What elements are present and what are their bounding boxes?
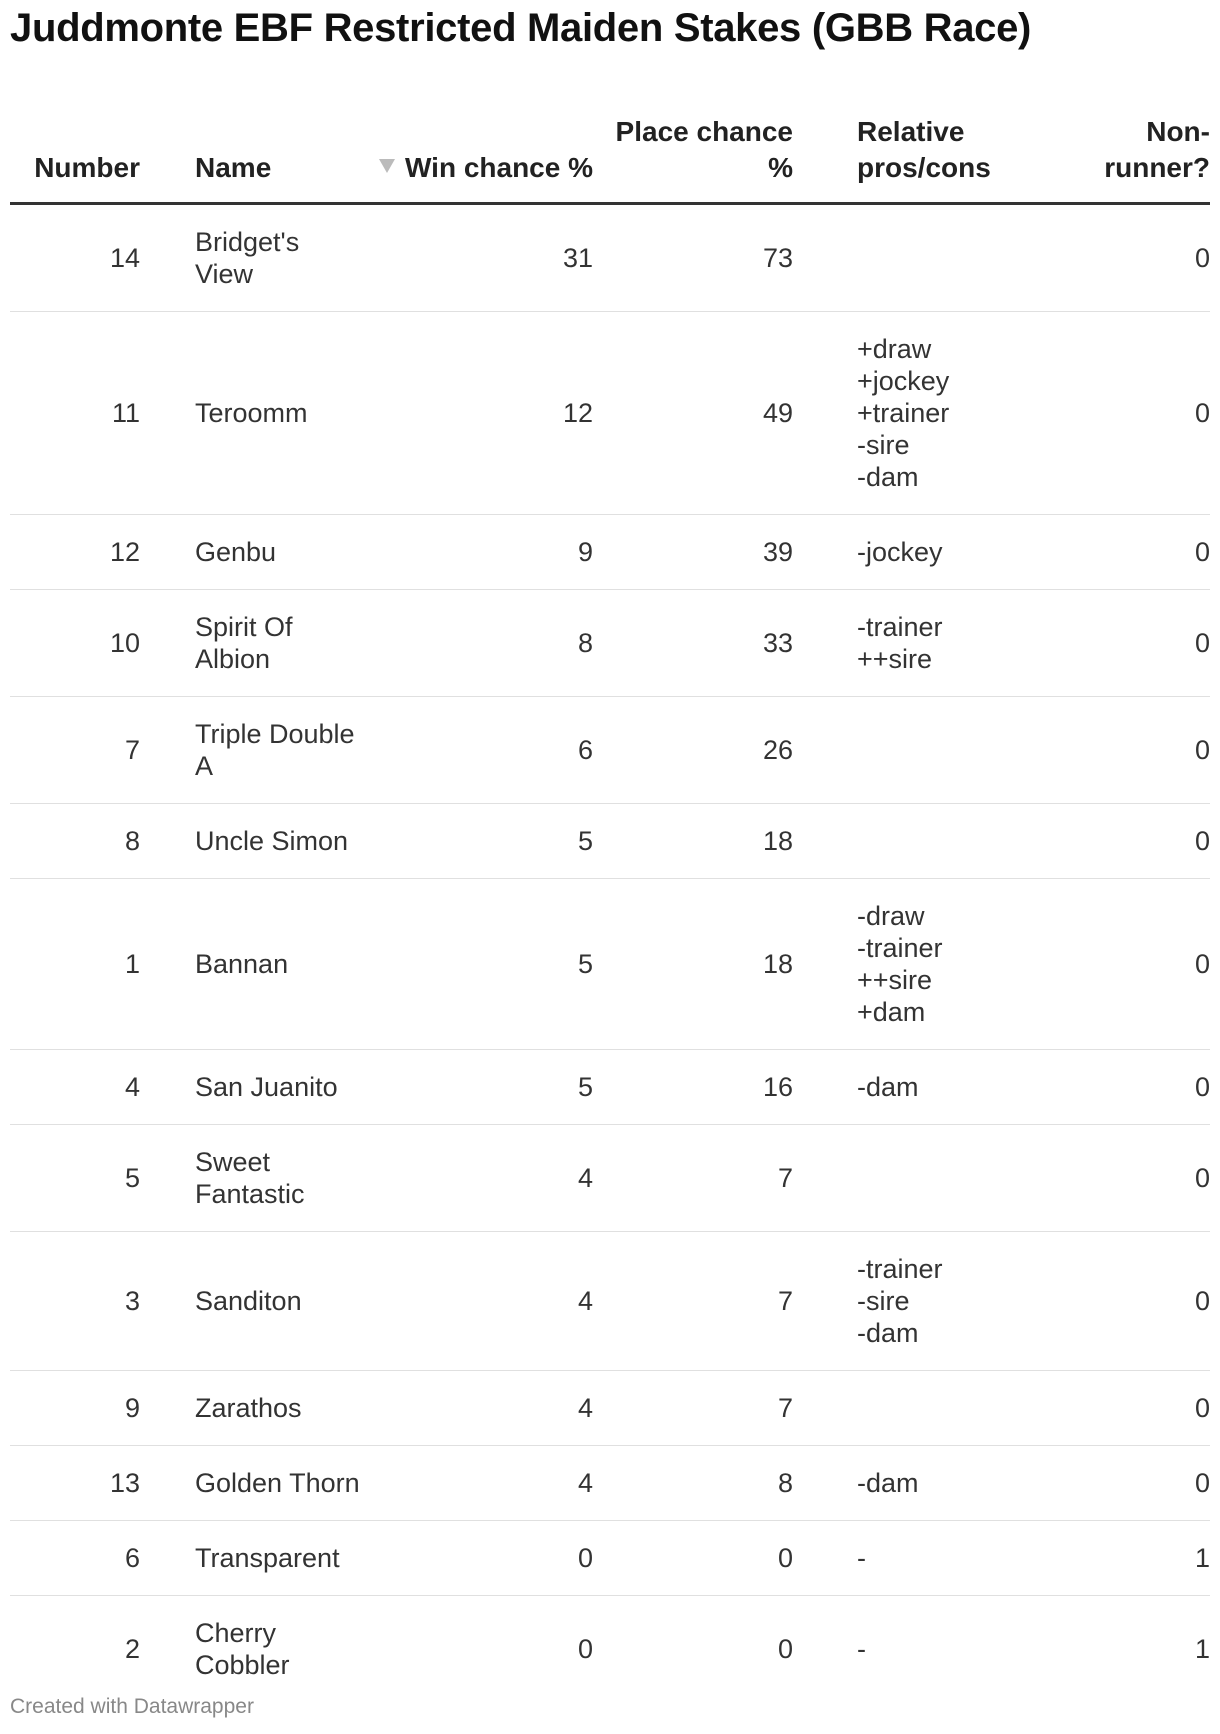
cell-number: 13 (10, 1446, 140, 1521)
cell-non-runner: 0 (1053, 312, 1210, 515)
cell-place-chance: 33 (593, 590, 793, 697)
cell-number: 3 (10, 1232, 140, 1371)
pros-cons-item: -trainer (857, 612, 943, 642)
table-row (10, 1596, 1210, 1703)
table-row (10, 515, 1210, 590)
cell-pros-cons (793, 879, 1053, 1050)
cell-win-chance: 31 (360, 204, 593, 312)
cell-place-chance: 8 (593, 1446, 793, 1521)
cell-place-chance: 7 (593, 1232, 793, 1371)
cell-place-chance: 7 (593, 1371, 793, 1446)
cell-win-chance: 5 (360, 804, 593, 879)
cell-name: Sanditon (140, 1232, 360, 1371)
table-row (10, 312, 1210, 515)
pros-cons-item: -sire (857, 1286, 910, 1316)
cell-place-chance: 18 (593, 804, 793, 879)
pros-cons-item: -trainer (857, 933, 943, 963)
pros-cons-item: -dam (857, 1072, 919, 1102)
table-row (10, 1125, 1210, 1232)
pros-cons-item: ++sire (857, 965, 933, 995)
table-row (10, 804, 1210, 879)
cell-win-chance: 4 (360, 1125, 593, 1232)
column-header-number[interactable] (10, 108, 140, 204)
column-header-label: Win chance % (404, 152, 593, 183)
pros-cons-item: -dam (857, 1468, 919, 1498)
cell-non-runner: 0 (1053, 515, 1210, 590)
cell-win-chance: 5 (360, 879, 593, 1050)
cell-win-chance: 6 (360, 697, 593, 804)
cell-win-chance: 0 (360, 1521, 593, 1596)
cell-non-runner: 1 (1194, 1634, 1210, 1664)
cell-place-chance: 18 (593, 879, 793, 1050)
cell-name: Bridget's View (140, 204, 360, 312)
cell-number: 14 (10, 204, 140, 312)
pros-cons-item: ++sire (857, 644, 933, 674)
cell-win-chance: 9 (360, 515, 593, 590)
cell-pros-cons (793, 1446, 1053, 1521)
cell-number: 9 (10, 1371, 140, 1446)
pros-cons-item: +trainer (857, 398, 950, 428)
pros-cons-item: +jockey (857, 366, 950, 396)
column-header-label: Number (34, 152, 140, 183)
column-header-non-runner[interactable] (1053, 108, 1210, 204)
chart-title: Juddmonte EBF Restricted Maiden Stakes (GBB Race) (10, 6, 1032, 50)
table-row (10, 1371, 1210, 1446)
cell-non-runner: 0 (1053, 1125, 1210, 1232)
cell-name: Teroomm (140, 312, 360, 515)
pros-cons-item: -jockey (857, 537, 943, 567)
cell-pros-cons (793, 1521, 1053, 1596)
cell-pros-cons (793, 1232, 1053, 1371)
table-row (10, 1521, 1210, 1596)
pros-cons-item: +dam (857, 997, 926, 1027)
column-header-win-chance[interactable] (360, 108, 593, 204)
cell-win-chance: 4 (360, 1371, 593, 1446)
cell-name: San Juanito (140, 1050, 360, 1125)
cell-pros-cons (793, 1050, 1053, 1125)
pros-cons-item: - (857, 1634, 866, 1664)
cell-place-chance: 0 (777, 1634, 793, 1664)
cell-name: Bannan (140, 879, 360, 1050)
cell-non-runner: 0 (1053, 1371, 1210, 1446)
cell-non-runner: 0 (1053, 1050, 1210, 1125)
cell-number: 12 (10, 515, 140, 590)
column-header-label: Non-runner? (1104, 116, 1210, 183)
cell-pros-cons (793, 697, 1053, 804)
cell-place-chance: 26 (593, 697, 793, 804)
cell-pros-cons (793, 804, 1053, 879)
cell-number: 1 (10, 879, 140, 1050)
pros-cons-item: -sire (857, 430, 910, 460)
table-row (10, 1232, 1210, 1371)
cell-place-chance: 16 (593, 1050, 793, 1125)
cell-place-chance: 0 (593, 1521, 793, 1596)
cell-number: 4 (10, 1050, 140, 1125)
cell-place-chance: 39 (593, 515, 793, 590)
column-header-name[interactable] (140, 108, 360, 204)
table-body (10, 204, 1210, 1703)
cell-non-runner: 0 (1053, 1232, 1210, 1371)
cell-name: Cherry Cobbler (195, 1618, 290, 1680)
cell-win-chance: 4 (360, 1446, 593, 1521)
pros-cons-item: -trainer (857, 1254, 943, 1284)
cell-non-runner: 0 (1053, 204, 1210, 312)
cell-non-runner: 0 (1053, 1446, 1210, 1521)
cell-name: Sweet Fantastic (140, 1125, 360, 1232)
cell-place-chance: 7 (593, 1125, 793, 1232)
cell-name: Spirit Of Albion (140, 590, 360, 697)
cell-number: 5 (10, 1125, 140, 1232)
cell-non-runner: 0 (1053, 590, 1210, 697)
cell-pros-cons (793, 1596, 1053, 1703)
column-header-label: Relative pros/cons (857, 116, 991, 183)
cell-place-chance: 49 (593, 312, 793, 515)
pros-cons-item: -dam (857, 462, 919, 492)
column-header-place-chance[interactable] (593, 108, 793, 204)
cell-non-runner: 0 (1053, 697, 1210, 804)
cell-non-runner: 1 (1053, 1521, 1210, 1596)
cell-number: 8 (10, 804, 140, 879)
cell-pros-cons (793, 1125, 1053, 1232)
table-row (10, 590, 1210, 697)
cell-non-runner: 0 (1053, 879, 1210, 1050)
cell-number: 7 (10, 697, 140, 804)
cell-win-chance: 8 (360, 590, 593, 697)
cell-name: Triple Double A (140, 697, 360, 804)
cell-number: 10 (10, 590, 140, 697)
table-row (10, 204, 1210, 312)
table-row (10, 1050, 1210, 1125)
cell-pros-cons (793, 515, 1053, 590)
cell-name: Genbu (140, 515, 360, 590)
cell-number: 6 (10, 1521, 140, 1596)
pros-cons-item: -draw (857, 901, 925, 931)
table-row (10, 1446, 1210, 1521)
attribution-footer[interactable]: Created with Datawrapper (10, 1695, 254, 1718)
table-header-row (10, 108, 1210, 204)
column-header-pros-cons[interactable] (793, 108, 1053, 204)
sort-descending-icon (379, 159, 395, 173)
table-row (10, 697, 1210, 804)
column-header-label: Place chance % (615, 116, 793, 183)
cell-place-chance: 73 (593, 204, 793, 312)
pros-cons-item: - (857, 1543, 866, 1573)
cell-win-chance: 5 (360, 1050, 593, 1125)
cell-name: Zarathos (140, 1371, 360, 1446)
cell-pros-cons (793, 204, 1053, 312)
table-row (10, 879, 1210, 1050)
cell-win-chance: 0 (577, 1634, 593, 1664)
cell-pros-cons (793, 312, 1053, 515)
cell-name: Transparent (140, 1521, 360, 1596)
cell-name: Uncle Simon (140, 804, 360, 879)
cell-non-runner: 0 (1053, 804, 1210, 879)
cell-win-chance: 12 (360, 312, 593, 515)
cell-win-chance: 4 (360, 1232, 593, 1371)
cell-pros-cons (793, 590, 1053, 697)
data-table (10, 108, 1210, 1702)
column-header-label: Name (195, 152, 272, 183)
pros-cons-item: +draw (857, 334, 932, 364)
cell-pros-cons (793, 1371, 1053, 1446)
cell-number: 2 (124, 1634, 140, 1664)
cell-name: Golden Thorn (140, 1446, 360, 1521)
pros-cons-item: -dam (857, 1318, 919, 1348)
cell-number: 11 (10, 312, 140, 515)
